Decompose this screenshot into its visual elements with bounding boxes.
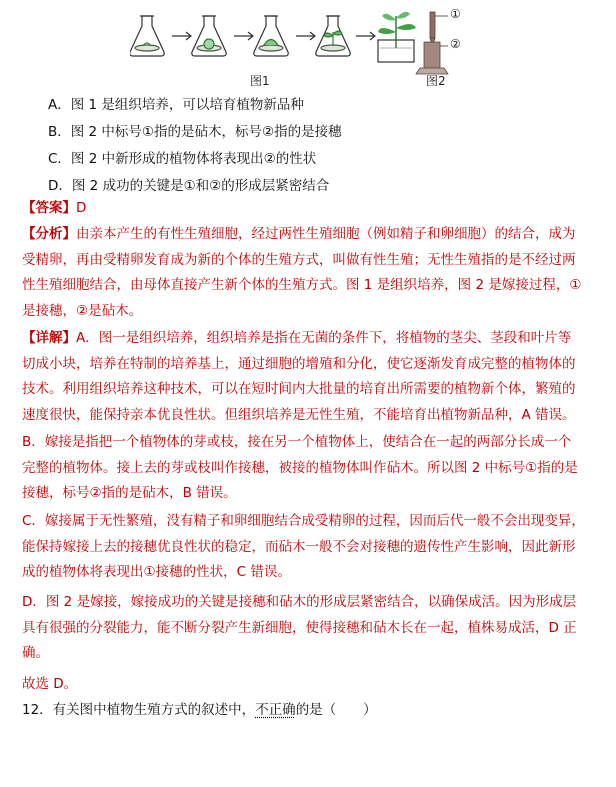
tissue-culture-and-grafting-illustration (130, 2, 470, 88)
analysis-line: 受精卵，再由受精卵发育成为新的个体的生殖方式，叫做有性生殖；无性生殖指的是不经过两 (22, 251, 576, 268)
detail-section (22, 326, 590, 428)
analysis-line: 是接穗，②是砧木。 (22, 302, 143, 319)
figure1-caption: 图1 (250, 74, 270, 88)
figure2-caption: 图2 (426, 74, 446, 88)
conclusion: 故选 D。 (22, 676, 78, 692)
answer-options (48, 92, 568, 200)
analysis-tag: 【分析】 (22, 226, 76, 242)
analysis-line: 【分析】由亲本产生的有性生殖细胞，经过两性生殖细胞（例如精子和卵细胞）的结合，成为 (22, 226, 576, 242)
culture-flask-icon (130, 16, 164, 56)
answer-tag: 【答案】 (22, 200, 76, 216)
option-a: A．图 1 是组织培养，可以培育植物新品种 (48, 97, 304, 113)
detail-a-line: 【详解】A．图一是组织培养，组织培养是指在无菌的条件下，将植物的茎尖、茎段和叶片等 (22, 330, 572, 346)
detail-c-line: C．嫁接属于无性繁殖，没有精子和卵细胞结合成受精卵的过程，因而后代一般不会出现变异， (22, 513, 585, 529)
option-d: D．图 2 成功的关键是①和②的形成层紧密结合 (48, 178, 330, 194)
detail-b-line: 完整的植物体。接上去的芽或枝叫作接穗，被接的植物体叫作砧木。所以图 2 中标号①指的是 (22, 459, 578, 476)
detail-c-section (22, 509, 590, 586)
grafting-diagram-icon (416, 12, 448, 74)
figure2-label-1: ① (450, 7, 461, 21)
answer-value: D (76, 200, 87, 216)
detail-a-line: 切成小块，培养在特制的培养基上，通过细胞的增殖和分化，使它逐渐发育成完整的植物体的 (22, 355, 576, 372)
culture-flask-icon (192, 16, 226, 56)
detail-d-section (22, 590, 590, 667)
culture-flask-icon (316, 16, 350, 56)
option-c: C．图 2 中新形成的植物体将表现出②的性状 (48, 151, 317, 167)
detail-b-line: 接穗，标号②指的是砧木，B 错误。 (22, 485, 237, 502)
question-12-emphasis: 不正确 (255, 702, 296, 718)
detail-d-line: 确。 (22, 645, 49, 662)
culture-flask-icon (254, 16, 288, 56)
option-b: B．图 2 中标号①指的是砧木，标号②指的是接穗 (48, 124, 342, 140)
detail-b-line: B．嫁接是指把一个植物体的芽或枝，接在另一个植物体上，使结合在一起的两部分长成一个 (22, 434, 572, 450)
detail-tag: 【详解】 (22, 330, 76, 346)
analysis-section (22, 222, 590, 324)
detail-a-line: 技术。利用组织培养这种技术，可以在短时间内大批量的培育出所需要的植物新个体，繁殖的 (22, 381, 576, 398)
detail-d-line: 具有很强的分裂能力，能不断分裂产生新细胞，使得接穗和砧木长在一起，植株易成活，D 正 (22, 619, 577, 636)
question-12-prefix: 12．有关图中植物生殖方式的叙述中， (22, 702, 256, 718)
detail-b-section (22, 430, 590, 507)
potted-plant-icon (378, 12, 416, 62)
question-12 (22, 697, 590, 723)
detail-c-line: 成的植物体将表现出①接穗的性状，C 错误。 (22, 564, 291, 581)
question-12-suffix: 的是（ ） (295, 702, 377, 718)
analysis-line: 性生殖细胞结合，由母体直接产生新个体的生殖方式。图 1 是组织培养，图 2 是嫁接过程，① (22, 277, 582, 294)
detail-c-line: 能保持嫁接上去的接穗优良性状的稳定，而砧木一般不会对接穗的遗传性产生影响，因此新形 (22, 538, 576, 555)
figure2-label-2: ② (450, 37, 461, 51)
answer-section (22, 196, 590, 222)
figure-strip (130, 2, 470, 88)
detail-a-line: 速度很快，能保持亲本优良性状。但组织培养是无性生殖，不能培育出植物新品种，A 错误。 (22, 406, 576, 423)
detail-d-line: D．图 2 是嫁接，嫁接成功的关键是接穗和砧木的形成层紧密结合，以确保成活。因为形成层 (22, 594, 577, 610)
conclusion-section (22, 672, 590, 698)
